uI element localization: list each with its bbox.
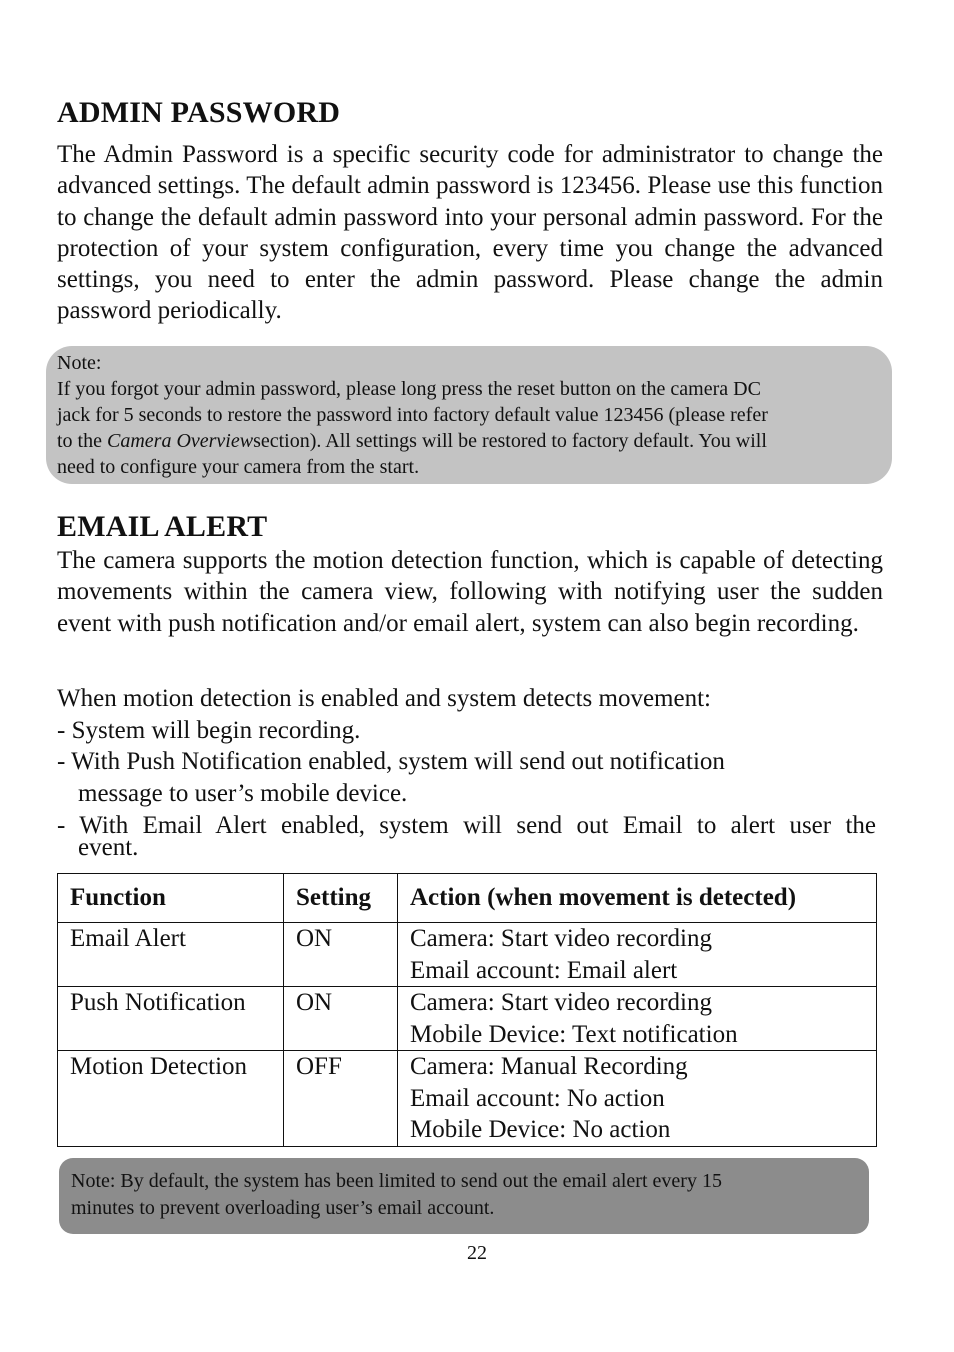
cell-action: Camera: Start video recording Mobile Device: Text notification [398,987,877,1051]
cell-setting: ON [284,987,398,1051]
note-title: Note: [57,352,102,374]
camera-overview-reference: Camera Overview [107,430,254,452]
note-line: Note: By default, the system has been limited to send out the email alert every 15 [71,1170,722,1192]
admin-password-paragraph: The Admin Password is a specific security code for administrator to change the advanced settings. The default admin password is 123456. Please use this function to change the default admin password into your personal admin password. For the protection of your system configuration, every time you change the advanced settings, you need to enter the admin password. Please change the admin password periodically. [57,141,883,325]
note-line: If you forgot your admin password, please long press the reset button on the camera DC [57,378,761,400]
note-line: need to configure your camera from the start. [57,456,420,478]
header-action: Action (when movement is detected) [398,874,877,923]
note-line: to the Camera Overviewsection). All settings will be restored to factory default. You will [57,430,767,452]
table-row [58,1051,877,1147]
table-header-row [58,874,877,923]
cell-setting: OFF [284,1051,398,1147]
note-line: minutes to prevent overloading user’s email account. [71,1197,495,1219]
cell-setting: ON [284,923,398,987]
bullet-email: - With Email Alert enabled, system will send out Email to alert user the [57,812,876,839]
header-setting: Setting [284,874,398,923]
cell-function: Email Alert [58,923,284,987]
email-alert-paragraph: The camera supports the motion detection function, which is capable of detecting movements within the camera view, following with notifying user the sudden event with push notification and/or email alert, system can also begin recording. [57,547,883,637]
motion-intro: When motion detection is enabled and system detects movement: [57,685,711,712]
table-row [58,987,877,1051]
email-alert-note [59,1158,869,1234]
cell-action: Camera: Start video recording Email account: Email alert [398,923,877,987]
table-row [58,923,877,987]
bullet-push: - With Push Notification enabled, system will send out notification [57,748,725,775]
admin-password-heading: ADMIN PASSWORD [57,96,341,129]
email-alert-heading: EMAIL ALERT [57,510,268,543]
bullet-email-continued: event. [78,834,139,861]
bullet-recording: - System will begin recording. [57,717,361,744]
cell-function: Motion Detection [58,1051,284,1147]
note-line: jack for 5 seconds to restore the password into factory default value 123456 (please refer [57,404,768,426]
cell-action: Camera: Manual Recording Email account: No action Mobile Device: No action [398,1051,877,1147]
admin-password-note [46,346,892,484]
page-number: 22 [467,1242,487,1264]
cell-function: Push Notification [58,987,284,1051]
bullet-push-continued: message to user’s mobile device. [78,780,408,807]
motion-settings-table [57,873,877,1147]
header-function: Function [58,874,284,923]
